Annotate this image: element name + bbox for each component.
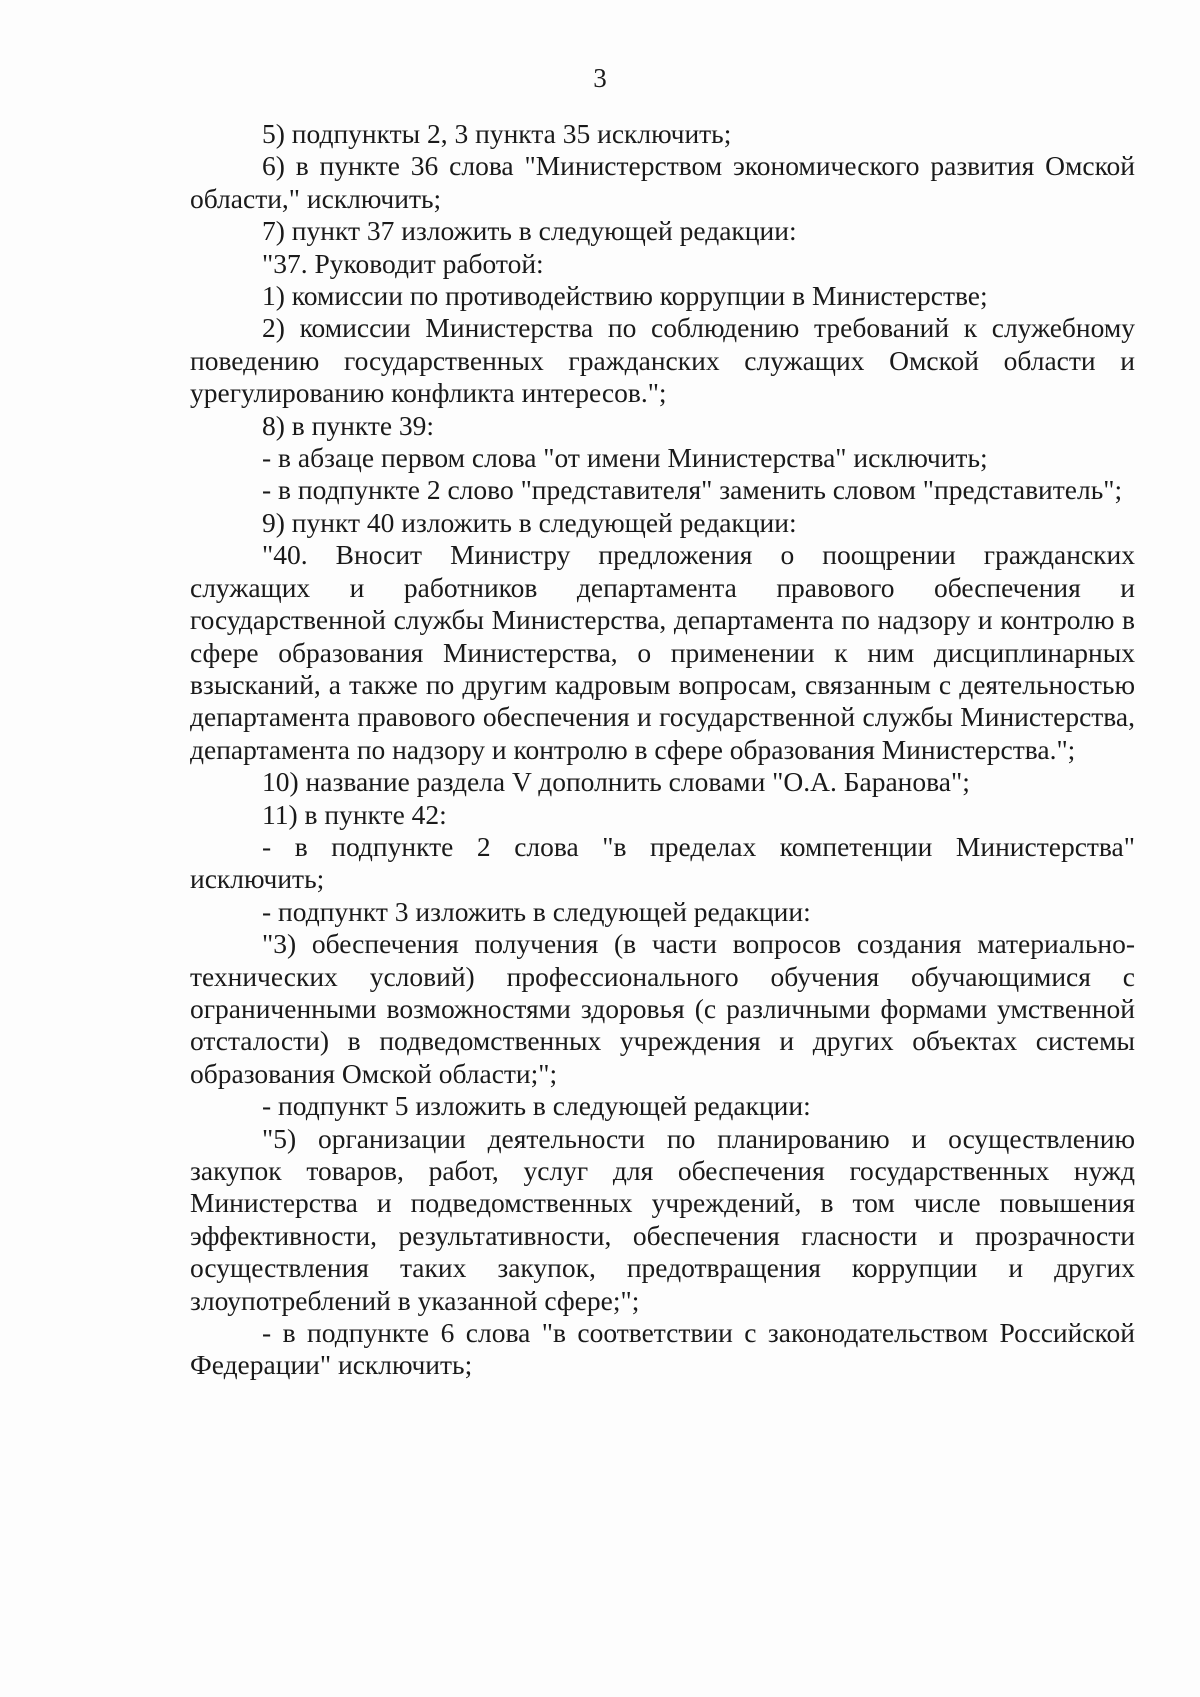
- paragraph: "3) обеспечения получения (в части вопросов создания материально-технических условий) профессионального обучения обучающимися с ограниченными возможностями здоровья (с различными формами умственной отсталости) в подведомственных учреждения и других объектах системы образования Омской области;";: [190, 928, 1135, 1089]
- paragraph: 8) в пункте 39:: [262, 409, 435, 441]
- paragraph: - в абзаце первом слова "от имени Министерства" исключить;: [262, 442, 988, 474]
- paragraph: - в подпункте 6 слова "в соответствии с законодательством Российской Федерации" исключить;: [190, 1317, 1135, 1381]
- paragraph: 1) комиссии по противодействию коррупции в Министерстве;: [262, 280, 988, 312]
- paragraph: 11) в пункте 42:: [262, 798, 447, 830]
- document-body: [190, 118, 1135, 1382]
- paragraph: - подпункт 5 изложить в следующей редакции:: [262, 1090, 811, 1122]
- paragraph: - в подпункте 2 слово "представителя" заменить словом "представитель";: [262, 474, 1123, 506]
- paragraph: - подпункт 3 изложить в следующей редакции:: [262, 895, 811, 927]
- paragraph: 7) пункт 37 изложить в следующей редакции:: [262, 215, 797, 247]
- paragraph: - в подпункте 2 слова "в пределах компетенции Министерства" исключить;: [190, 830, 1135, 895]
- paragraph: "5) организации деятельности по планированию и осуществлению закупок товаров, работ, услуг для обеспечения государственных нужд Министерства и подведомственных учреждений, в том числе повышения эффективности, результативности, обеспечения гласности и прозрачности осуществления таких закупок, предотвращения коррупции и других злоупотреблений в указанной сфере;";: [190, 1122, 1135, 1316]
- paragraph: 2) комиссии Министерства по соблюдению требований к служебному поведению государственных гражданских служащих Омской области и урегулированию конфликта интересов.";: [190, 312, 1135, 409]
- page-number: 3: [593, 63, 607, 93]
- paragraph: "40. Вносит Министру предложения о поощрении гражданских служащих и работников департамента правового обеспечения и государственной службы Министерства, департамента по надзору и контролю в сфере образования Министерства, о применении к ним дисциплинарных взысканий, а также по другим кадровым вопросам, связанным с деятельностью департамента правового обеспечения и государственной службы Министерства, департамента по надзору и контролю в сфере образования Министерства.";: [190, 539, 1135, 765]
- paragraph: "37. Руководит работой:: [262, 247, 544, 279]
- paragraph: 10) название раздела V дополнить словами "О.А. Баранова";: [262, 766, 970, 798]
- paragraph: 5) подпункты 2, 3 пункта 35 исключить;: [262, 118, 732, 149]
- paragraph: 6) в пункте 36 слова "Министерством экономического развития Омской области," исключить;: [190, 150, 1135, 214]
- paragraph: 9) пункт 40 изложить в следующей редакции:: [262, 506, 797, 538]
